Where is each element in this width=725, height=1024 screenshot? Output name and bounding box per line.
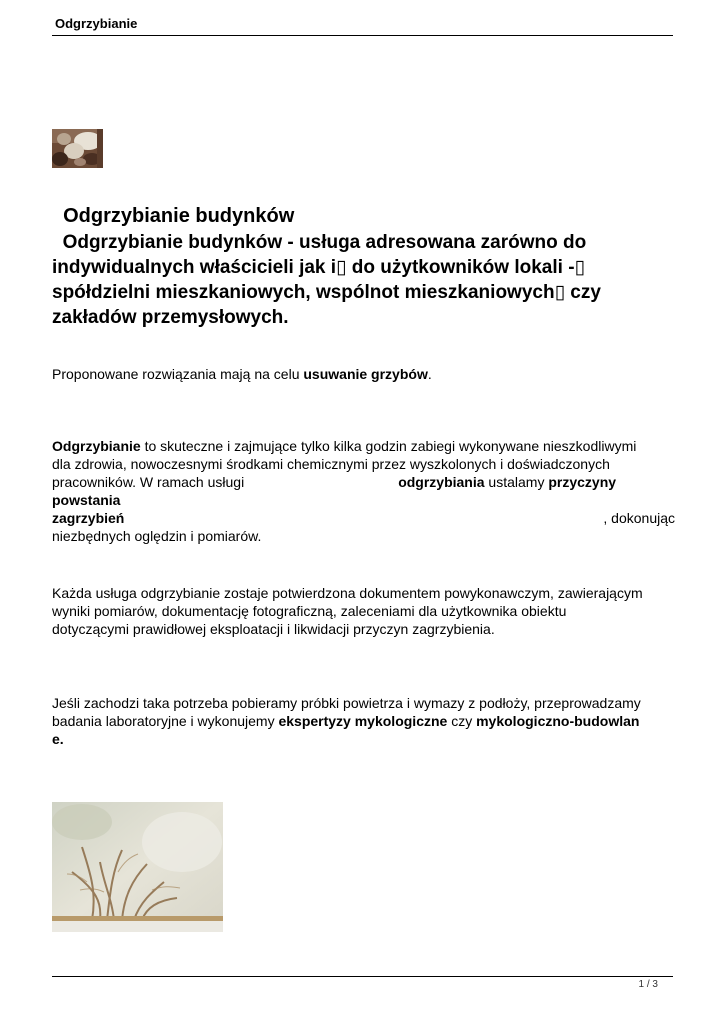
mold-thumbnail-graphic [52,129,103,168]
bold-mycological-building: mykologiczno-budowlan [476,713,640,729]
bold-odgrzybianie: Odgrzybianie [52,438,141,454]
bold-causes: przyczyny powstania [52,474,617,508]
footer-divider [52,976,673,977]
paragraph-expertise: Jeśli zachodzi taka potrzeba pobieramy próbki powietrza i wymazy z podłoży, przeprowadzamy badania laboratoryjne i wykonujemy ekspertyzy mykologiczne czy mykologiczno-budowlan e. [52,695,641,747]
article-title: Odgrzybianie budynków [63,205,295,227]
page-header-title: Odgrzybianie [55,16,138,31]
lead-line-3: spółdzielni mieszkaniowych, wspólnot mieszkaniowych▯ czy [52,282,601,303]
lead-line-4: zakładów przemysłowych. [52,307,289,328]
article-lead [52,230,677,330]
mold-wall-graphic [52,802,223,932]
bold-mold-removal: usuwanie grzybów [303,366,428,382]
mold-thumbnail-image [52,129,103,168]
bold-mycological-expertise: ekspertyzy mykologiczne [278,713,448,729]
header-divider [52,35,673,36]
bold-odgrzybiania: odgrzybiania [398,474,485,490]
page-number: 1 / 3 [638,979,658,990]
paragraph-documentation: Każda usługa odgrzybianie zostaje potwierdzona dokumentem powykonawczym, zawierającym wyniki pomiarów, dokumentację fotograficzną, zaleceniami dla użytkownika obiektu dotyczącymi prawidłowej eksploatacji i likwidacji przyczyn zagrzybienia. [52,585,643,637]
paragraph-service-description: Odgrzybianie to skuteczne i zajmujące tylko kilka godzin zabiegi wykonywane nieszkodliwymi dla zdrowia, nowoczesnymi środkami chemicznymi przez wyszkolonych i doświadczonych pracowników. W ramach usługi odgrzybiania ustalamy przyczyny powstania zagrzybień , dokonując niezbędnych oględzin i pomiarów. [52,438,675,544]
paragraph-goal: Proponowane rozwiązania mają na celu usuwanie grzybów. [52,366,432,382]
lead-line-2: indywidualnych właścicieli jak i▯ do użytkowników lokali -▯ [52,257,585,278]
lead-line-1: Odgrzybianie budynków - usługa adresowana zarówno do [62,232,587,253]
bold-infestations: zagrzybień [52,510,125,526]
mold-wall-photo [52,802,223,932]
